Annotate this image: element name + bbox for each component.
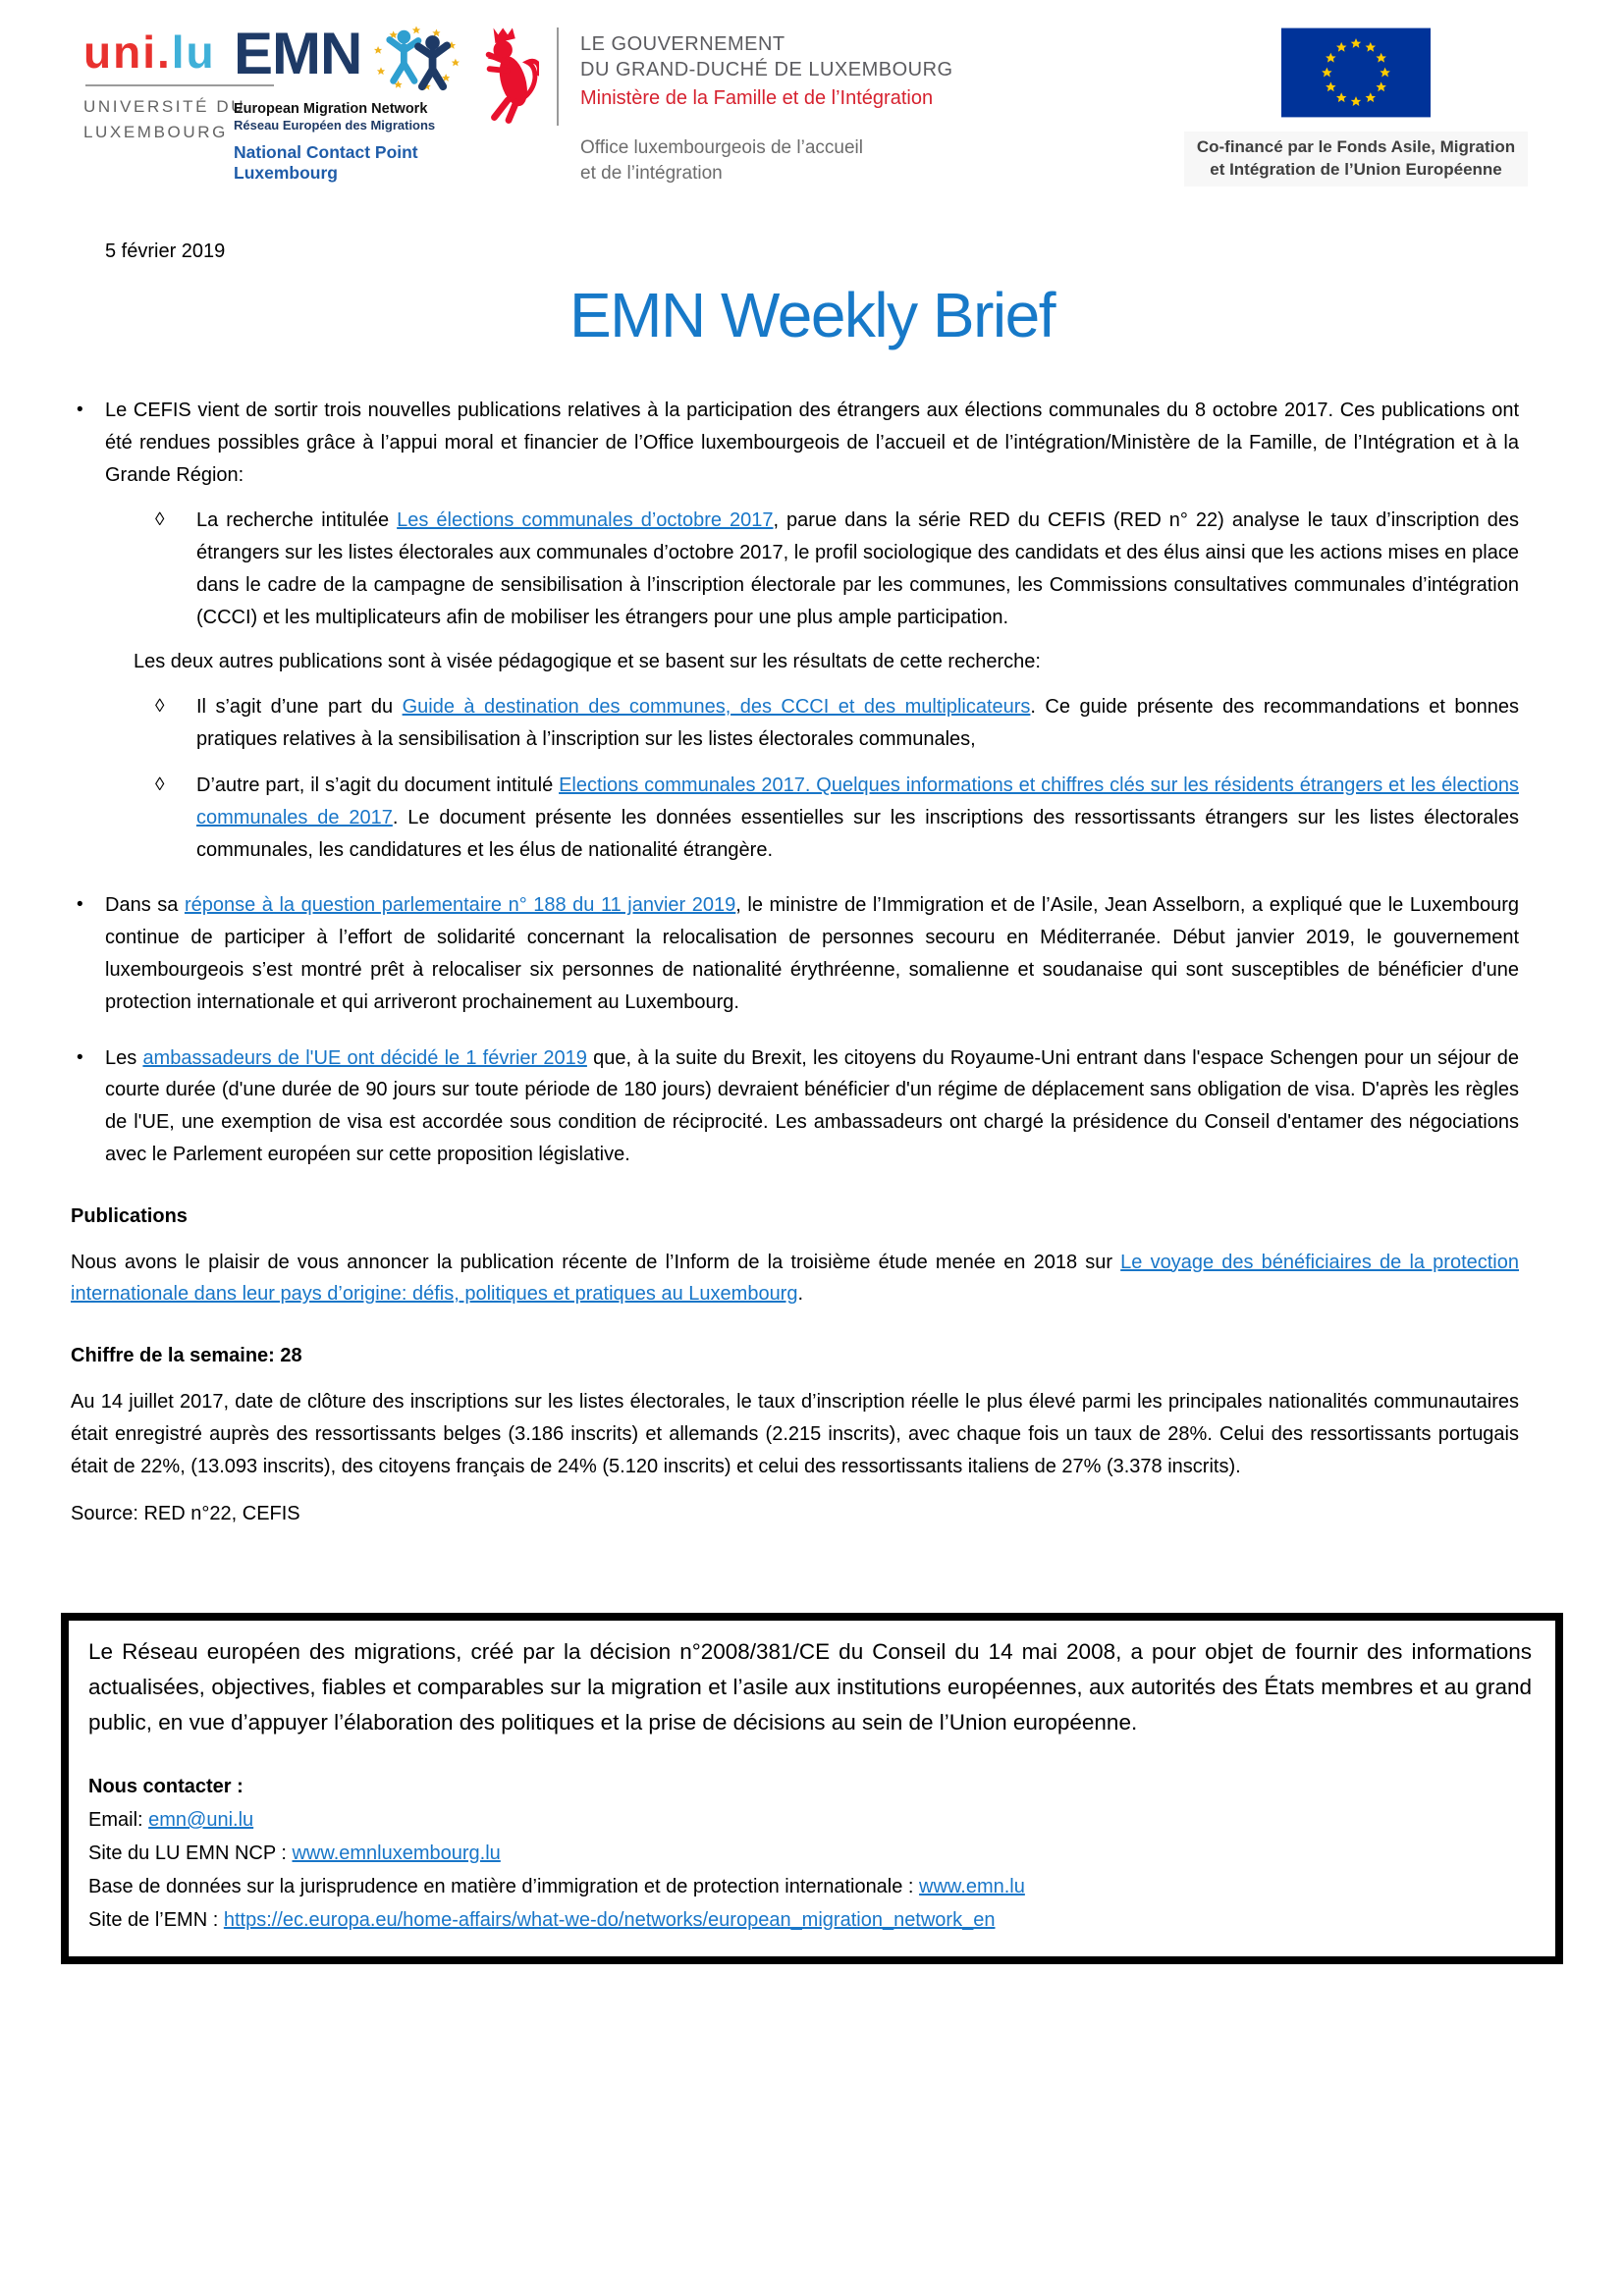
text-link[interactable]: www.emn.lu	[919, 1876, 1025, 1898]
emn-caption-en: European Migration Network	[234, 101, 428, 117]
text-run: D’autre part, il s’agit du document intitulé	[196, 774, 560, 796]
luxembourg-lion-icon	[478, 24, 539, 131]
text-link[interactable]: Les élections communales d’octobre 2017	[397, 509, 774, 532]
sub-bullet-item-elections-doc	[134, 770, 1519, 866]
text-run: .	[797, 1283, 804, 1306]
about-emn-paragraph	[88, 1634, 1532, 1740]
text-run: La recherche intitulée	[196, 509, 398, 532]
bullet-item-ambassadeurs-ue	[71, 1042, 1519, 1171]
gov-office-line2: et de l’intégration	[580, 162, 723, 184]
contact-line-emn-site	[88, 1903, 1532, 1937]
unilu-word-red: uni	[83, 27, 157, 78]
sub-bullet-marker: ◊	[155, 774, 165, 795]
text-link[interactable]: https://ec.europa.eu/home-affairs/what-we-do/networks/european_migration_network_en	[223, 1909, 996, 1932]
publications-heading: Publications	[71, 1204, 188, 1227]
text-run: Site de l’EMN :	[88, 1909, 224, 1932]
text-link[interactable]: Le voyage des bénéficiaires de la protection internationale dans leur pays d’origine: défis, politiques et pratiques au Luxembourg	[71, 1251, 1519, 1306]
chiffre-paragraph	[71, 1386, 1519, 1482]
eu-funding	[1184, 27, 1528, 187]
bullet-item-cefis	[71, 395, 1519, 491]
contact-heading: Nous contacter :	[88, 1776, 244, 1798]
text-link[interactable]: emn@uni.lu	[148, 1809, 254, 1832]
text-run: . Le document présente les données essentielles sur les inscriptions des ressortissants étrangers sur les listes électorales communales, les candidatures et les élus de nationalité étrangère.	[196, 806, 1520, 861]
bullet-marker: •	[77, 1046, 83, 1068]
text-run: Au 14 juillet 2017, date de clôture des inscriptions sur les listes électorales, le taux d’inscription réelle le plus élevé parmi les principales nationalités communautaires était enregistré auprès des ressortissants belges (3.186 inscrits) et allemands (2.215 inscrits), avec chaque fois un taux de 28%. Celui des ressortissants portugais était de 22%, (13.093 inscrits), des citoyens français de 24% (5.120 inscrits) et celui des ressortissants italiens de 27% (3.378 inscrits).	[71, 1390, 1519, 1477]
paragraph-two-other-publications	[134, 646, 1519, 678]
sub-bullet-item-recherche	[134, 505, 1519, 633]
source-line: Source: RED n°22, CEFIS	[71, 1503, 300, 1525]
publications-paragraph	[71, 1247, 1519, 1311]
info-box	[61, 1613, 1563, 1964]
gov-logo	[478, 24, 953, 186]
bullet-marker: •	[77, 894, 83, 916]
unilu-word-dot: .	[156, 27, 172, 78]
sub-bullet-text	[196, 691, 1519, 756]
text-run: Nous avons le plaisir de vous annoncer la publication récente de l’Inform de la troisième étude menée en 2018 sur	[71, 1251, 1121, 1273]
emn-caption-fr: Réseau Européen des Migrations	[234, 118, 436, 133]
text-link[interactable]: réponse à la question parlementaire n° 188 du 11 janvier 2019	[184, 894, 736, 917]
text-link[interactable]: Elections communales 2017. Quelques informations et chiffres clés sur les résidents étrangers et les élections communales de 2017	[196, 774, 1519, 828]
text-run: , le ministre de l’Immigration et de l’Asile, Jean Asselborn, a expliqué que le Luxembourg continue de participer à l’effort de solidarité concernant la relocalisation de personnes secouru en Méditerranée. Début janvier 2019, le gouvernement luxembourgeois s’est montré prêt à relocaliser six personnes de nationalité érythréenne, somalienne et soudanaise qui sont susceptibles de bénéficier d'une protection internationale et qui arriveront prochainement au Luxembourg.	[105, 894, 1519, 1013]
text-run: , parue dans la série RED du CEFIS (RED n° 22) analyse le taux d’inscription des étrangers sur les listes électorales aux communales d’octobre 2017, le profil sociologique des candidats et des élus ainsi que les actions mises en place dans le cadre de la campagne de sensibilisation à l’inscription électorale par les communes, les Commissions consultatives communales d’intégration (CCCI) et les multiplicateurs afin de mobiliser les étrangers pour une plus ample participation.	[196, 509, 1519, 628]
text-run: . Ce guide présente des recommandations et bonnes pratiques relatives à la sensibilisation à l’inscription sur les listes électorales communales,	[196, 696, 1519, 751]
eu-funding-caption-line2: et Intégration de l’Union Européenne	[1210, 159, 1502, 179]
text-run: Les	[105, 1046, 143, 1069]
date: 5 février 2019	[105, 240, 226, 262]
text-link[interactable]: Guide à destination des communes, des CCCI et des multiplicateurs	[402, 696, 1031, 719]
emn-ncp-caption: National Contact Point Luxembourg	[234, 142, 418, 183]
text-run: Il s’agit d’une part du	[196, 696, 403, 719]
sub-bullet-text	[196, 505, 1519, 633]
text-run: Le CEFIS vient de sortir trois nouvelles publications relatives à la participation des étrangers aux élections communales du 8 octobre 2017. Ces publications ont été rendues possibles grâce à l’appui moral et financier de l’Office luxembourgeois de l’accueil et de l’intégration/Ministère de la Famille, de l’Intégration et à la Grande Région:	[105, 400, 1519, 486]
text-run: que, à la suite du Brexit, les citoyens du Royaume-Uni entrant dans l'espace Schengen pour un séjour de courte durée (d'une durée de 90 jours sur toute période de 180 jours) devraient bénéficier d'un régime de déplacement sans obligation de visa. D'après les règles de l'UE, une exemption de visa est accordée sous condition de réciprocité. Les ambassadeurs ont chargé la présidence du Conseil d'entamer des négociations avec le Parlement européen sur cette proposition législative.	[105, 1046, 1519, 1165]
emn-star-figures-icon	[363, 24, 469, 99]
header-logos	[0, 0, 1624, 201]
contact-line-email	[88, 1803, 1532, 1837]
gov-divider	[557, 27, 559, 126]
bullet-text	[105, 395, 1519, 491]
gov-office-line1: Office luxembourgeois de l’accueil	[580, 137, 863, 158]
sub-bullet-item-guide	[134, 691, 1519, 756]
unilu-caption-line1: UNIVERSITÉ DU	[83, 97, 246, 116]
text-link[interactable]: ambassadeurs de l'UE ont décidé le 1 février 2019	[142, 1046, 587, 1069]
text-run: Email:	[88, 1809, 149, 1832]
text-link[interactable]: www.emnluxembourg.lu	[292, 1842, 501, 1865]
text-run: Dans sa	[105, 894, 185, 917]
chiffre-heading: Chiffre de la semaine: 28	[71, 1345, 302, 1367]
sub-bullet-marker: ◊	[155, 696, 165, 718]
gov-name-line2: DU GRAND-DUCHÉ DE LUXEMBOURG	[580, 59, 953, 80]
contact-line-case-law-db	[88, 1870, 1532, 1903]
eu-flag-icon	[1184, 27, 1528, 118]
emn-wordmark: EMN	[234, 21, 362, 86]
text-run: Le Réseau européen des migrations, créé par la décision n°2008/381/CE du Conseil du 14 mai 2008, a pour objet de fournir des informations actualisées, objectives, fiables et comparables sur la migration et l’asile aux institutions européennes, aux autorités des États membres et au grand public, en vue d’appuyer l’élaboration des politiques et la prise de décisions au sein de l’Union européenne.	[88, 1639, 1532, 1735]
bullet-text	[105, 1042, 1519, 1171]
eu-funding-caption-line1: Co-financé par le Fonds Asile, Migration	[1196, 137, 1516, 156]
contact-line-ncp-site	[88, 1837, 1532, 1870]
sub-bullet-marker: ◊	[155, 509, 165, 531]
unilu-word-blue: lu	[171, 27, 216, 78]
text-run: Site du LU EMN NCP :	[88, 1842, 293, 1865]
content	[71, 395, 1519, 1530]
gov-ministry-line: Ministère de la Famille et de l’Intégration	[580, 87, 934, 109]
unilu-caption-line2: LUXEMBOURG	[83, 122, 228, 141]
page-title: EMN Weekly Brief	[568, 280, 1056, 350]
emn-logo	[234, 21, 469, 184]
bullet-text	[105, 889, 1519, 1018]
bullet-item-question-parlementaire	[71, 889, 1519, 1018]
text-run: Base de données sur la jurisprudence en matière d’immigration et de protection internationale :	[88, 1876, 920, 1898]
sub-bullet-text	[196, 770, 1519, 866]
gov-name-line1: LE GOUVERNEMENT	[580, 33, 785, 55]
text-run: Les deux autres publications sont à visée pédagogique et se basent sur les résultats de cette recherche:	[134, 650, 1041, 672]
bullet-marker: •	[77, 400, 83, 420]
